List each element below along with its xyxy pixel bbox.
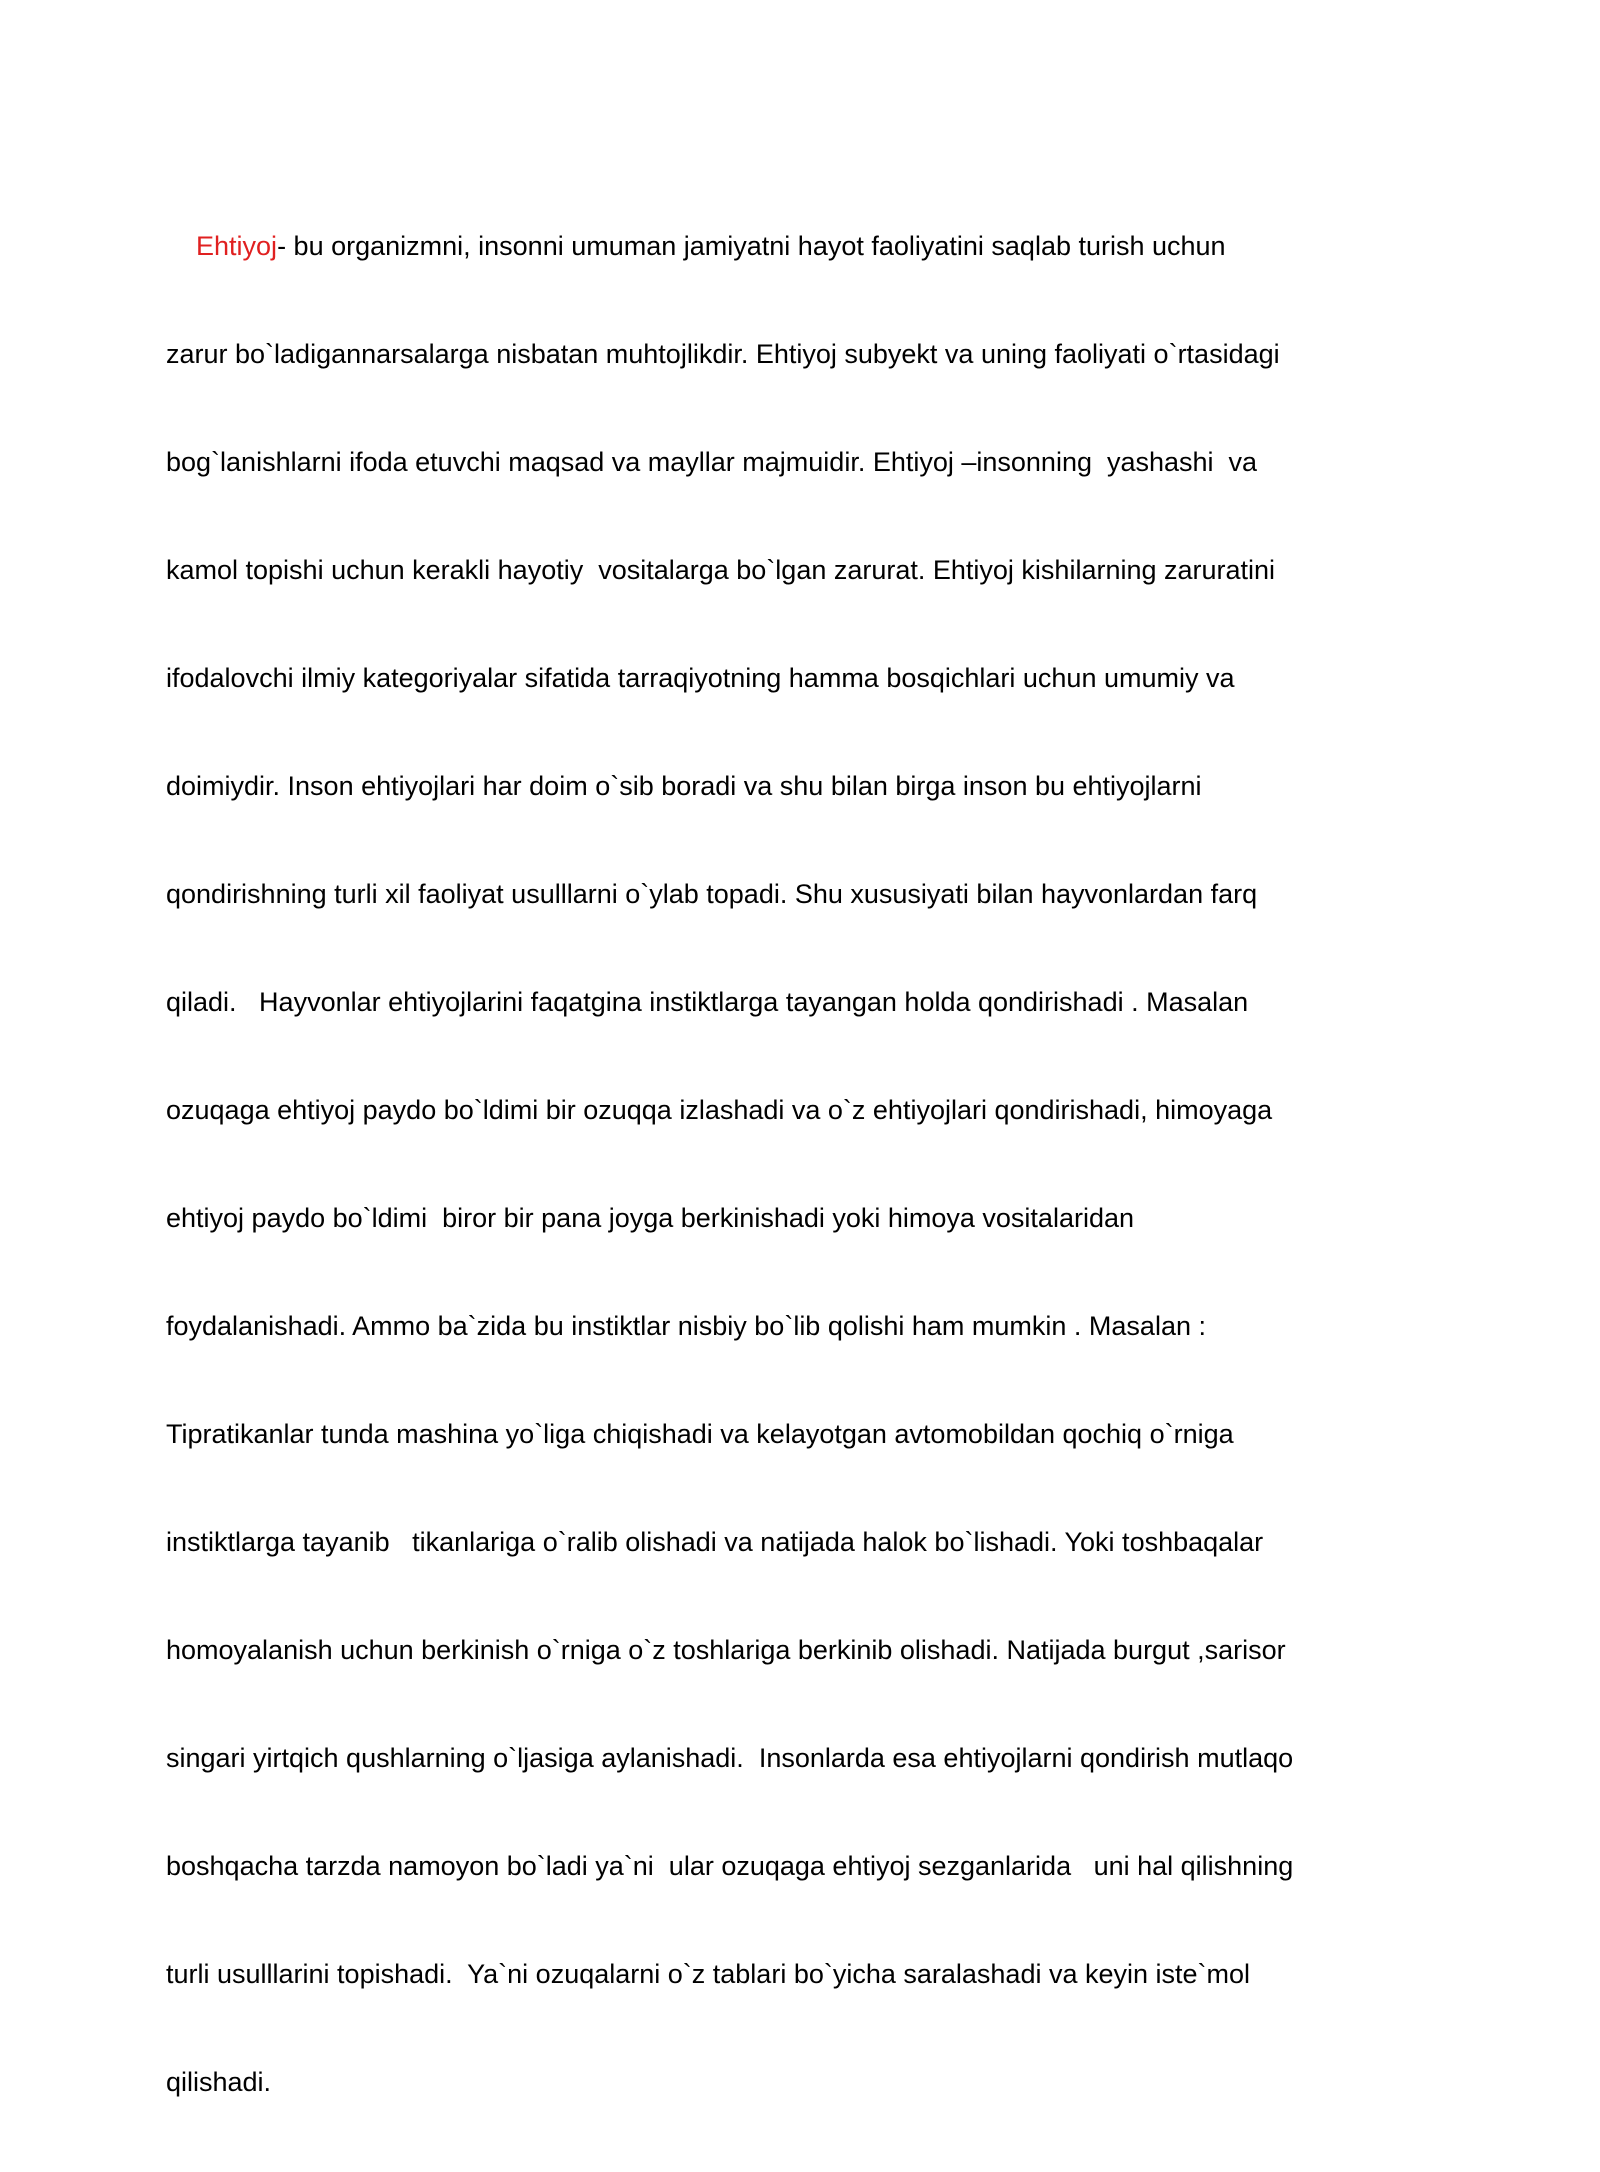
paragraph-line: ehtiyoj paydo bo`ldimi biror bir pana joyga berkinishadi yoki himoya vositalaridan [166, 1203, 1135, 1233]
paragraph-line: doimiydir. Inson ehtiyojlari har doim o`sib boradi va shu bilan birga inson bu ehtiyojlarni [166, 771, 1202, 801]
paragraph-line: kamol topishi uchun kerakli hayotiy vositalarga bo`lgan zarurat. Ehtiyoj kishilarning zaruratini [166, 555, 1276, 585]
paragraph-line: ozuqaga ehtiyoj paydo bo`ldimi bir ozuqqa izlashadi va o`z ehtiyojlari qondirishadi, himoyaga [166, 1095, 1273, 1125]
paragraph-line: boshqacha tarzda namoyon bo`ladi ya`ni ular ozuqaga ehtiyoj sezganlarida uni hal qilishning [166, 1851, 1294, 1881]
paragraph-line: qondirishning turli xil faoliyat usulllarni o`ylab topadi. Shu xususiyati bilan hayvonlardan farq [166, 879, 1258, 909]
paragraph-line: qiladi. Hayvonlar ehtiyojlarini faqatgina instiktlarga tayangan holda qondirishadi . Masalan [166, 987, 1249, 1017]
paragraph-line: Tipratikanlar tunda mashina yo`liga chiqishadi va kelayotgan avtomobildan qochiq o`rniga [166, 1419, 1234, 1449]
paragraph-line: zarur bo`ladigannarsalarga nisbatan muhtojlikdir. Ehtiyoj subyekt va uning faoliyati o`rtasidagi [166, 339, 1280, 369]
paragraph-line: bog`lanishlarni ifoda etuvchi maqsad va mayllar majmuidir. Ehtiyoj –insonning yashashi va [166, 447, 1258, 477]
paragraph-line: singari yirtqich qushlarning o`ljasiga aylanishadi. Insonlarda esa ehtiyojlarni qondirish mutlaqo [166, 1743, 1294, 1773]
paragraph-line: ifodalovchi ilmiy kategoriyalar sifatida tarraqiyotning hamma bosqichlari uchun umumiy va [166, 663, 1235, 693]
paragraph-line: homoyalanish uchun berkinish o`rniga o`z toshlariga berkinib olishadi. Natijada burgut ,sarisor [166, 1635, 1286, 1665]
paragraph-line-first [166, 228, 1466, 264]
highlighted-term: Ehtiyoj [196, 231, 278, 261]
paragraph [166, 156, 1466, 2172]
paragraph-line: foydalanishadi. Ammo ba`zida bu instiktlar nisbiy bo`lib qolishi ham mumkin . Masalan : [166, 1311, 1206, 1341]
paragraph-line: instiktlarga tayanib tikanlariga o`ralib olishadi va natijada halok bo`lishadi. Yoki toshbaqalar [166, 1527, 1264, 1557]
paragraph-line: turli usulllarini topishadi. Ya`ni ozuqalarni o`z tablari bo`yicha saralashadi va keyin iste`mol [166, 1959, 1251, 1989]
paragraph-line: qilishadi. [166, 2067, 272, 2097]
paragraph-line: - bu organizmni, insonni umuman jamiyatni hayot faoliyatini saqlab turish uchun [277, 231, 1226, 261]
